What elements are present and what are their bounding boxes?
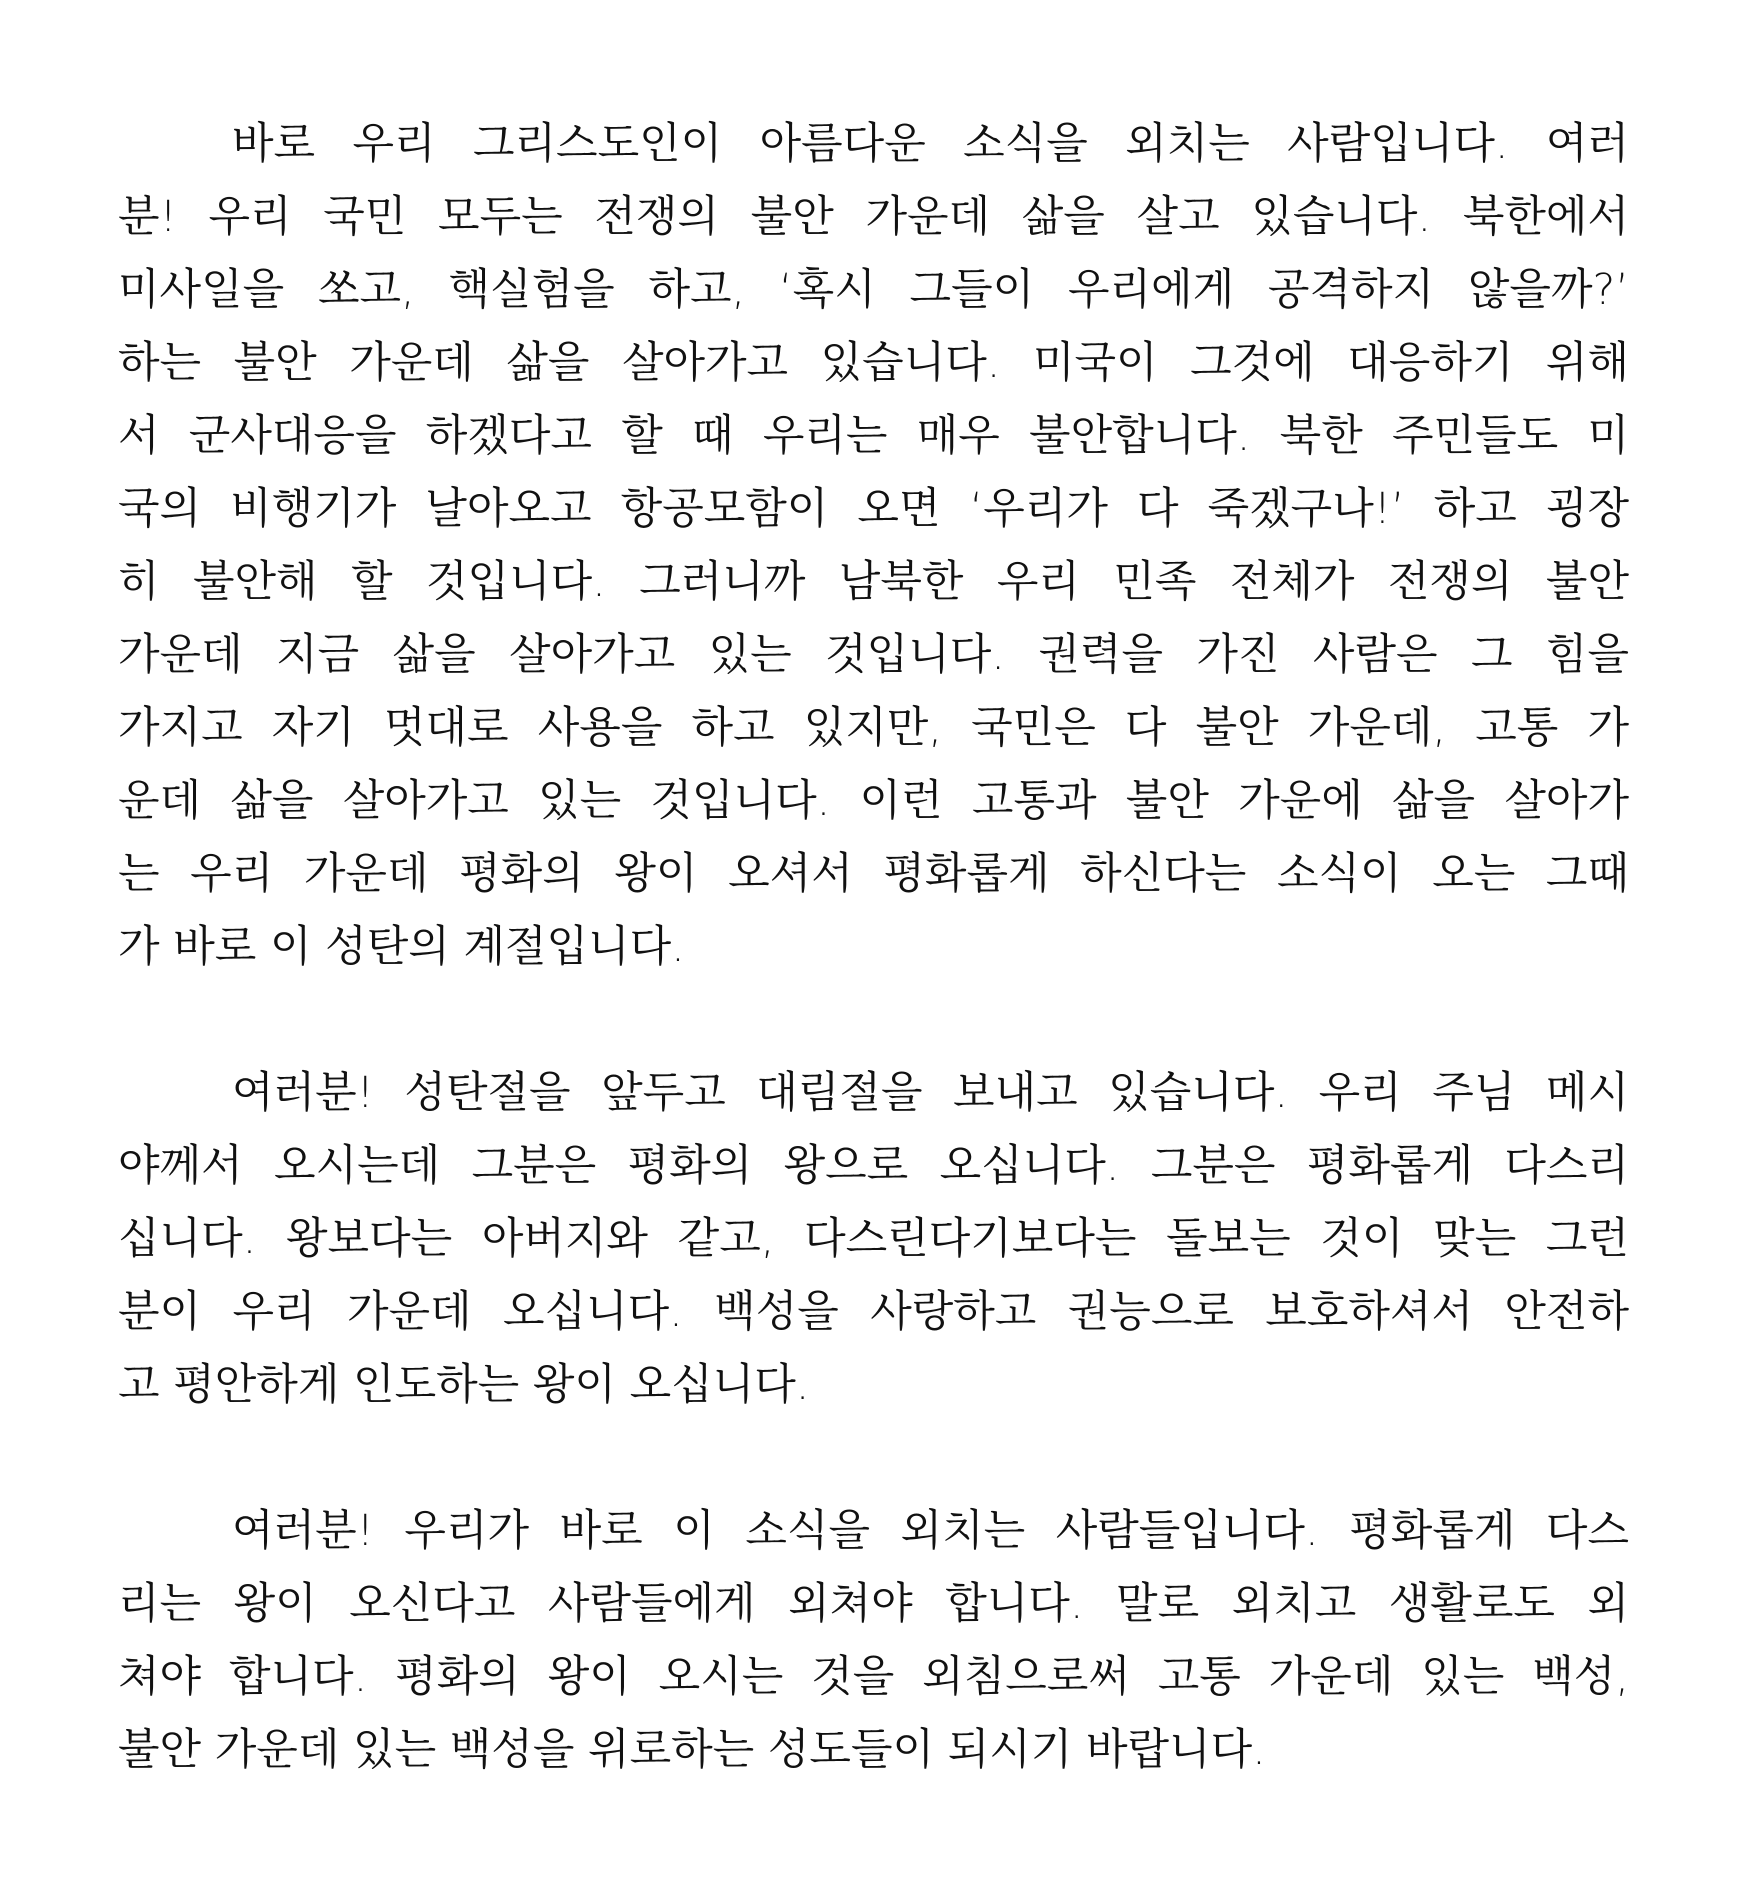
text-line: 서 군사대응을 하겠다고 할 때 우리는 매우 불안합니다. 북한 주민들도 미 — [118, 411, 1629, 461]
text-line: 히 불안해 할 것입니다. 그러니까 남북한 우리 민족 전체가 전쟁의 불안 — [118, 557, 1629, 607]
text-line: 미사일을 쏘고, 핵실험을 하고, ‘혹시 그들이 우리에게 공격하지 않을까?’ — [118, 265, 1629, 315]
text-line: 리는 왕이 오신다고 사람들에게 외쳐야 합니다. 말로 외치고 생활로도 외 — [118, 1579, 1629, 1629]
text-line: 국의 비행기가 날아오고 항공모함이 오면 ‘우리가 다 죽겠구나!’ 하고 굉장 — [118, 484, 1629, 534]
text-line: 분! 우리 국민 모두는 전쟁의 불안 가운데 삶을 살고 있습니다. 북한에서 — [118, 192, 1629, 242]
text-line: 불안 가운데 있는 백성을 위로하는 성도들이 되시기 바랍니다. — [118, 1725, 1266, 1775]
text-line: 쳐야 합니다. 평화의 왕이 오시는 것을 외침으로써 고통 가운데 있는 백성, — [118, 1652, 1629, 1702]
text-line: 가지고 자기 멋대로 사용을 하고 있지만, 국민은 다 불안 가운데, 고통 가 — [118, 703, 1629, 753]
text-line: 야께서 오시는데 그분은 평화의 왕으로 오십니다. 그분은 평화롭게 다스리 — [118, 1141, 1629, 1191]
text-line: 가운데 지금 삶을 살아가고 있는 것입니다. 권력을 가진 사람은 그 힘을 — [118, 630, 1629, 680]
document-page — [118, 108, 1629, 1860]
paragraph-2 — [118, 1057, 1629, 1422]
text-line: 바로 우리 그리스도인이 아름다운 소식을 외치는 사람입니다. 여러 — [232, 119, 1629, 169]
text-line: 분이 우리 가운데 오십니다. 백성을 사랑하고 권능으로 보호하셔서 안전하 — [118, 1287, 1629, 1337]
text-line: 는 우리 가운데 평화의 왕이 오셔서 평화롭게 하신다는 소식이 오는 그때 — [118, 849, 1629, 899]
text-line: 운데 삶을 살아가고 있는 것입니다. 이런 고통과 불안 가운에 삶을 살아가 — [118, 776, 1629, 826]
text-line: 여러분! 우리가 바로 이 소식을 외치는 사람들입니다. 평화롭게 다스 — [232, 1506, 1629, 1556]
text-line: 여러분! 성탄절을 앞두고 대림절을 보내고 있습니다. 우리 주님 메시 — [232, 1068, 1629, 1118]
paragraph-3 — [118, 1495, 1629, 1787]
paragraph-1 — [118, 108, 1629, 984]
text-line: 고 평안하게 인도하는 왕이 오십니다. — [118, 1360, 810, 1410]
text-line: 십니다. 왕보다는 아버지와 같고, 다스린다기보다는 돌보는 것이 맞는 그런 — [118, 1214, 1629, 1264]
text-line: 하는 불안 가운데 삶을 살아가고 있습니다. 미국이 그것에 대응하기 위해 — [118, 338, 1629, 388]
text-line: 가 바로 이 성탄의 계절입니다. — [118, 922, 685, 972]
